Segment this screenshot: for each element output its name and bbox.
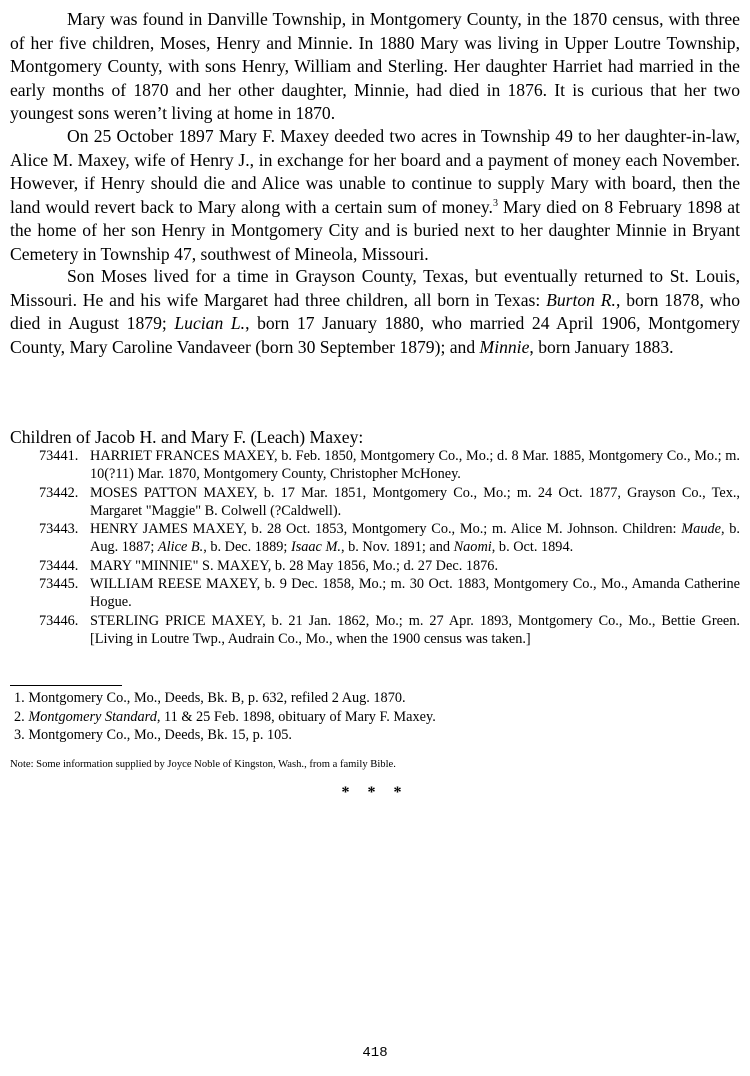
paragraph-1	[10, 8, 740, 126]
child-text	[90, 485, 740, 519]
text-run: , born 1878, who died in August 1879;	[10, 289, 740, 333]
child-number: 73445.	[39, 576, 79, 593]
text-run: , b. Oct. 1894.	[491, 539, 574, 556]
italic-text: Burton R.	[546, 289, 616, 310]
footnote-text	[28, 727, 292, 743]
text-run: , b. Nov. 1891; and	[340, 539, 454, 556]
text-run: , born January 1883.	[529, 336, 674, 357]
italic-text: Alice B.	[157, 539, 204, 556]
child-number: 73444.	[39, 557, 79, 574]
paragraph-3	[10, 265, 740, 359]
text-run: On 25 October 1897 Mary F. Maxey deeded two acres in Township 49 to her daughter-in-law, Alice M. Maxey, wife of Henry J., in exchange for her board and a payment of money each November. However, if Henry should die and Alice was unable to continue to supply Mary with board, then the land would revert back to Mary along with a certain sum of money.	[10, 126, 740, 217]
section-separator: * * *	[341, 784, 409, 801]
child-text	[90, 448, 740, 482]
child-entry	[39, 557, 740, 575]
text-run: Montgomery Co., Mo., Deeds, Bk. B, p. 632, refiled 2 Aug. 1870.	[28, 690, 406, 706]
child-entry	[39, 612, 740, 649]
child-number: 73441.	[39, 448, 79, 464]
child-number: 73442.	[39, 484, 79, 501]
text-run: , b. Aug. 1887;	[90, 521, 740, 556]
footnote	[14, 726, 734, 745]
child-entry	[39, 520, 740, 557]
italic-text: Lucian L.	[174, 313, 246, 333]
children-list	[39, 447, 740, 648]
footnote-text	[28, 690, 405, 706]
footnotes	[14, 689, 734, 745]
footnote	[14, 708, 734, 727]
footnote-ref: 3	[492, 197, 498, 209]
text-run: MOSES PATTON MAXEY, b. 17 Mar. 1851, Montgomery Co., Mo.; m. 24 Oct. 1877, Grayson Co., Tex., Margaret "Maggie" B. Colwell (?Caldwell).	[90, 484, 740, 519]
text-run: HARRIET FRANCES MAXEY, b. Feb. 1850, Montgomery Co., Mo.; d. 8 Mar. 1885, Montgomery Co., Mo.; m. 10(?11) Mar. 1870, Montgomery County, Christopher McHoney.	[90, 448, 740, 483]
text-run: HENRY JAMES MAXEY, b. 28 Oct. 1853, Montgomery Co., Mo.; m. Alice M. Johnson. Children:	[90, 521, 682, 538]
child-text	[90, 558, 498, 574]
child-number: 73443.	[39, 521, 79, 538]
italic-text: Naomi	[453, 539, 492, 556]
child-text	[90, 576, 740, 610]
text-run: Son Moses lived for a time in Grayson County, Texas, but eventually returned to St. Louis, Missouri. He and his wife Margaret had three children, all born in Texas:	[10, 266, 740, 310]
text-run: STERLING PRICE MAXEY, b. 21 Jan. 1862, Mo.; m. 27 Apr. 1893, Montgomery Co., Mo., Bettie Green. [Living in Loutre Twp., Audrain Co., Mo., when the 1900 census was taken.]	[90, 612, 740, 647]
children-heading: Children of Jacob H. and Mary F. (Leach) Maxey:	[10, 427, 364, 447]
child-text	[90, 521, 740, 555]
footnote	[14, 689, 734, 708]
footnote-number: 3.	[14, 727, 25, 743]
child-text	[90, 613, 740, 647]
text-run: , 11 & 25 Feb. 1898, obituary of Mary F. Maxey.	[156, 708, 436, 725]
text-run: Mary was found in Danville Township, in Montgomery County, in the 1870 census, with three of her five children, Moses, Henry and Minnie. In 1880 Mary was living in Upper Loutre Township, Montgomery County, with sons Henry, William and Sterling. Her daughter Harriet had married in the early months of 1870 and her other daughter, Minnie, had died in 1876. It is curious that her two youngest sons weren’t living at home in 1870.	[10, 9, 740, 123]
italic-text: Montgomery Standard	[28, 708, 157, 725]
footnote-text	[28, 709, 435, 725]
italic-text: Isaac M.	[290, 539, 341, 556]
child-entry	[39, 484, 740, 521]
child-entry	[39, 575, 740, 612]
child-entry	[39, 447, 740, 484]
text-run: Montgomery Co., Mo., Deeds, Bk. 15, p. 105.	[28, 727, 293, 743]
page-number: 418	[362, 1045, 388, 1061]
text-run: Mary died on 8 February 1898 at the home of her son Henry in Montgomery City and is buried next to her daughter Minnie in Bryant Cemetery in Township 47, southwest of Mineola, Missouri.	[10, 196, 740, 264]
source-note: Note: Some information supplied by Joyce Noble of Kingston, Wash., from a family Bible.	[10, 759, 396, 770]
text-run: WILLIAM REESE MAXEY, b. 9 Dec. 1858, Mo.; m. 30 Oct. 1883, Montgomery Co., Mo., Amanda Catherine Hogue.	[90, 576, 740, 611]
footnote-number: 2.	[14, 708, 25, 725]
text-run: , b. Dec. 1889;	[203, 539, 291, 556]
child-number: 73446.	[39, 612, 79, 629]
footnote-number: 1.	[14, 690, 25, 706]
paragraph-2	[10, 125, 740, 266]
text-run: MARY "MINNIE" S. MAXEY, b. 28 May 1856, Mo.; d. 27 Dec. 1876.	[90, 557, 499, 574]
text-run: , born 17 January 1880, who married 24 April 1906, Montgomery County, Mary Caroline Vandaveer (born 30 September 1879); and	[10, 313, 740, 357]
italic-text: Maude	[681, 521, 721, 538]
footnote-divider	[10, 685, 122, 686]
italic-text: Minnie	[479, 336, 530, 357]
